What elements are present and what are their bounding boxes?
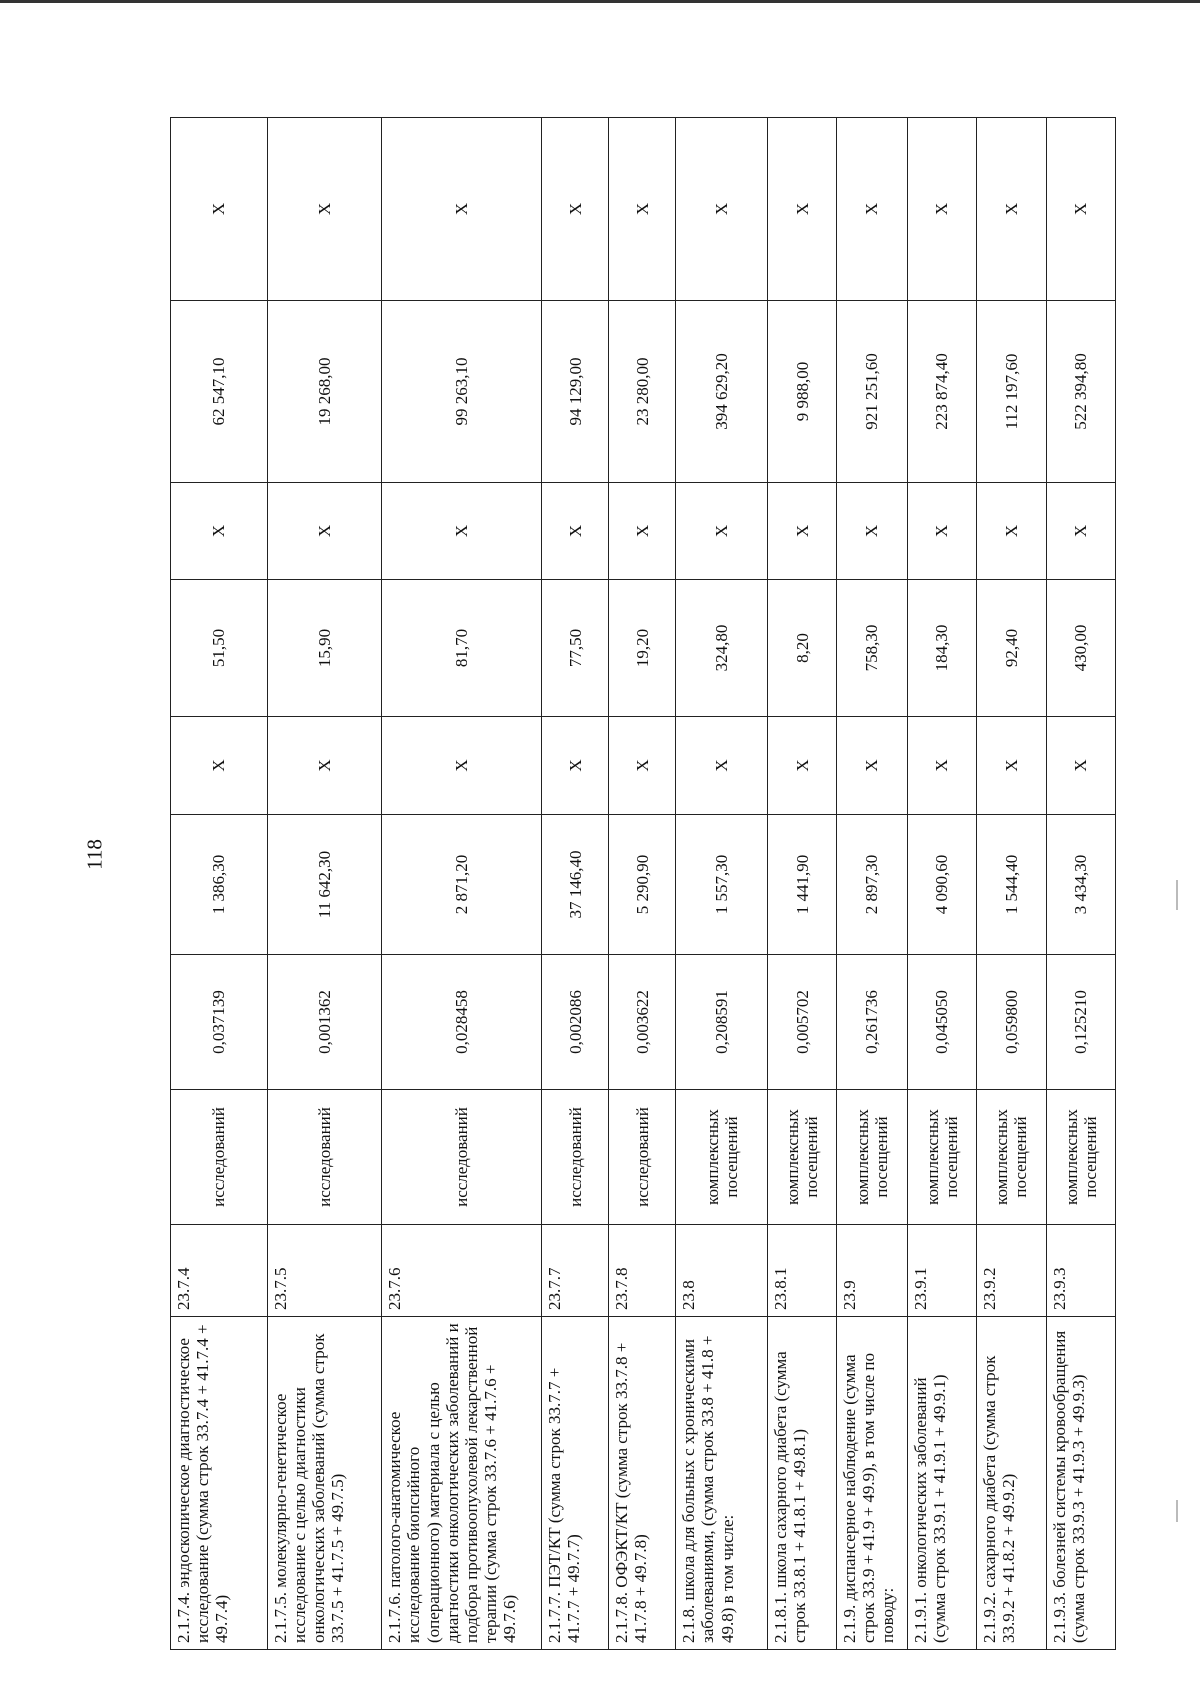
table-row: [676, 118, 767, 1650]
table-row: [542, 118, 609, 1650]
not-applicable-mark: X: [907, 483, 976, 580]
per-capita-cost: 92,40: [977, 580, 1046, 717]
not-applicable-mark: X: [907, 118, 976, 301]
not-applicable-mark: X: [676, 118, 767, 301]
not-applicable-mark: X: [977, 717, 1046, 815]
not-applicable-mark: X: [676, 717, 767, 815]
not-applicable-mark: X: [977, 483, 1046, 580]
volume-norm: 0,125210: [1046, 955, 1115, 1090]
total-cost: 19 268,00: [267, 301, 382, 483]
total-cost: 9 988,00: [767, 301, 836, 483]
row-description: 2.1.7.4. эндоскопическое диагностическое исследование (сумма строк 33.7.4 + 41.7.4 + 49.7.4): [171, 1317, 268, 1650]
unit-of-measure: комплексных посещений: [676, 1090, 767, 1225]
row-code: 23.9.1: [907, 1225, 976, 1317]
row-code: 23.7.5: [267, 1225, 382, 1317]
cost-table: [170, 117, 1116, 1650]
not-applicable-mark: X: [1046, 717, 1115, 815]
row-description: 2.1.8. школа для больных с хроническими заболеваниями, (сумма строк 33.8 + 41.8 + 49.8) в том числе:: [676, 1317, 767, 1650]
total-cost: 23 280,00: [609, 301, 676, 483]
not-applicable-mark: X: [907, 717, 976, 815]
per-capita-cost: 430,00: [1046, 580, 1115, 717]
per-capita-cost: 184,30: [907, 580, 976, 717]
volume-norm: 0,003622: [609, 955, 676, 1090]
unit-of-measure: комплексных посещений: [1046, 1090, 1115, 1225]
table-row: [837, 118, 908, 1650]
per-capita-cost: 324,80: [676, 580, 767, 717]
row-description: 2.1.9.3. болезней системы кровообращения (сумма строк 33.9.3 + 41.9.3 + 49.9.3): [1046, 1317, 1115, 1650]
table-row: [382, 118, 542, 1650]
row-description: 2.1.9.1. онкологических заболеваний (сумма строк 33.9.1 + 41.9.1 + 49.9.1): [907, 1317, 976, 1650]
unit-cost: 1 441,90: [767, 815, 836, 955]
unit-cost: 1 544,40: [977, 815, 1046, 955]
unit-of-measure: комплексных посещений: [767, 1090, 836, 1225]
page-number: 118: [82, 839, 107, 870]
unit-cost: 2 897,30: [837, 815, 908, 955]
unit-cost: 1 386,30: [171, 815, 268, 955]
not-applicable-mark: X: [1046, 118, 1115, 301]
not-applicable-mark: X: [382, 118, 542, 301]
total-cost: 94 129,00: [542, 301, 609, 483]
unit-cost: 3 434,30: [1046, 815, 1115, 955]
table-body: [171, 118, 1116, 1650]
volume-norm: 0,001362: [267, 955, 382, 1090]
row-description: 2.1.9.2. сахарного диабета (сумма строк 33.9.2 + 41.8.2 + 49.9.2): [977, 1317, 1046, 1650]
unit-of-measure: комплексных посещений: [837, 1090, 908, 1225]
row-code: 23.7.8: [609, 1225, 676, 1317]
row-code: 23.7.4: [171, 1225, 268, 1317]
volume-norm: 0,059800: [977, 955, 1046, 1090]
total-cost: 522 394,80: [1046, 301, 1115, 483]
not-applicable-mark: X: [382, 483, 542, 580]
volume-norm: 0,208591: [676, 955, 767, 1090]
unit-of-measure: комплексных посещений: [907, 1090, 976, 1225]
row-description: 2.1.8.1. школа сахарного диабета (сумма строк 33.8.1 + 41.8.1 + 49.8.1): [767, 1317, 836, 1650]
volume-norm: 0,037139: [171, 955, 268, 1090]
unit-cost: 2 871,20: [382, 815, 542, 955]
not-applicable-mark: X: [609, 118, 676, 301]
total-cost: 394 629,20: [676, 301, 767, 483]
row-description: 2.1.7.8. ОФЭКТ/КТ (сумма строк 33.7.8 + 41.7.8 + 49.7.8): [609, 1317, 676, 1650]
unit-cost: 1 557,30: [676, 815, 767, 955]
table-row: [767, 118, 836, 1650]
scan-top-edge: [0, 0, 1200, 3]
volume-norm: 0,028458: [382, 955, 542, 1090]
scan-edge-mark: [1176, 1500, 1178, 1522]
row-code: 23.9.3: [1046, 1225, 1115, 1317]
unit-cost: 11 642,30: [267, 815, 382, 955]
row-code: 23.9: [837, 1225, 908, 1317]
table-row: [1046, 118, 1115, 1650]
row-code: 23.8.1: [767, 1225, 836, 1317]
unit-of-measure: исследований: [542, 1090, 609, 1225]
row-description: 2.1.7.5. молекулярно-генетическое исследование с целью диагностики онкологических заболеваний (сумма строк 33.7.5 + 41.7.5 + 49.7.5): [267, 1317, 382, 1650]
row-code: 23.9.2: [977, 1225, 1046, 1317]
total-cost: 99 263,10: [382, 301, 542, 483]
scan-edge-mark: [1176, 880, 1178, 910]
not-applicable-mark: X: [977, 118, 1046, 301]
unit-cost: 37 146,40: [542, 815, 609, 955]
unit-of-measure: исследований: [267, 1090, 382, 1225]
not-applicable-mark: X: [767, 717, 836, 815]
not-applicable-mark: X: [837, 118, 908, 301]
volume-norm: 0,045050: [907, 955, 976, 1090]
per-capita-cost: 77,50: [542, 580, 609, 717]
unit-of-measure: исследований: [609, 1090, 676, 1225]
not-applicable-mark: X: [767, 118, 836, 301]
per-capita-cost: 8,20: [767, 580, 836, 717]
row-description: 2.1.9. диспансерное наблюдение (сумма строк 33.9 + 41.9 + 49.9), в том числе по поводу:: [837, 1317, 908, 1650]
not-applicable-mark: X: [609, 483, 676, 580]
rotated-table-container: [170, 118, 1116, 1650]
not-applicable-mark: X: [1046, 483, 1115, 580]
not-applicable-mark: X: [837, 717, 908, 815]
not-applicable-mark: X: [542, 118, 609, 301]
not-applicable-mark: X: [382, 717, 542, 815]
table-row: [907, 118, 976, 1650]
total-cost: 921 251,60: [837, 301, 908, 483]
not-applicable-mark: X: [837, 483, 908, 580]
unit-of-measure: комплексных посещений: [977, 1090, 1046, 1225]
row-code: 23.7.7: [542, 1225, 609, 1317]
not-applicable-mark: X: [676, 483, 767, 580]
not-applicable-mark: X: [542, 717, 609, 815]
volume-norm: 0,002086: [542, 955, 609, 1090]
per-capita-cost: 19,20: [609, 580, 676, 717]
row-description: 2.1.7.7. ПЭТ/КТ (сумма строк 33.7.7 + 41.7.7 + 49.7.7): [542, 1317, 609, 1650]
row-code: 23.7.6: [382, 1225, 542, 1317]
table-row: [977, 118, 1046, 1650]
table-row: [609, 118, 676, 1650]
not-applicable-mark: X: [609, 717, 676, 815]
unit-of-measure: исследований: [382, 1090, 542, 1225]
table-row: [171, 118, 268, 1650]
table-row: [267, 118, 382, 1650]
not-applicable-mark: X: [171, 118, 268, 301]
unit-cost: 5 290,90: [609, 815, 676, 955]
per-capita-cost: 51,50: [171, 580, 268, 717]
unit-cost: 4 090,60: [907, 815, 976, 955]
row-code: 23.8: [676, 1225, 767, 1317]
not-applicable-mark: X: [171, 483, 268, 580]
per-capita-cost: 758,30: [837, 580, 908, 717]
volume-norm: 0,005702: [767, 955, 836, 1090]
per-capita-cost: 81,70: [382, 580, 542, 717]
not-applicable-mark: X: [267, 118, 382, 301]
total-cost: 62 547,10: [171, 301, 268, 483]
not-applicable-mark: X: [267, 483, 382, 580]
not-applicable-mark: X: [767, 483, 836, 580]
total-cost: 223 874,40: [907, 301, 976, 483]
volume-norm: 0,261736: [837, 955, 908, 1090]
not-applicable-mark: X: [542, 483, 609, 580]
total-cost: 112 197,60: [977, 301, 1046, 483]
not-applicable-mark: X: [171, 717, 268, 815]
per-capita-cost: 15,90: [267, 580, 382, 717]
not-applicable-mark: X: [267, 717, 382, 815]
row-description: 2.1.7.6. патолого-анатомическое исследование биопсийного (операционного) материала с целью диагностики онкологических заболеваний и подбора противоопухолевой лекарственной терапии (сумма строк 33.7.6 + 41.7.6 + 49.7.6): [382, 1317, 542, 1650]
unit-of-measure: исследований: [171, 1090, 268, 1225]
